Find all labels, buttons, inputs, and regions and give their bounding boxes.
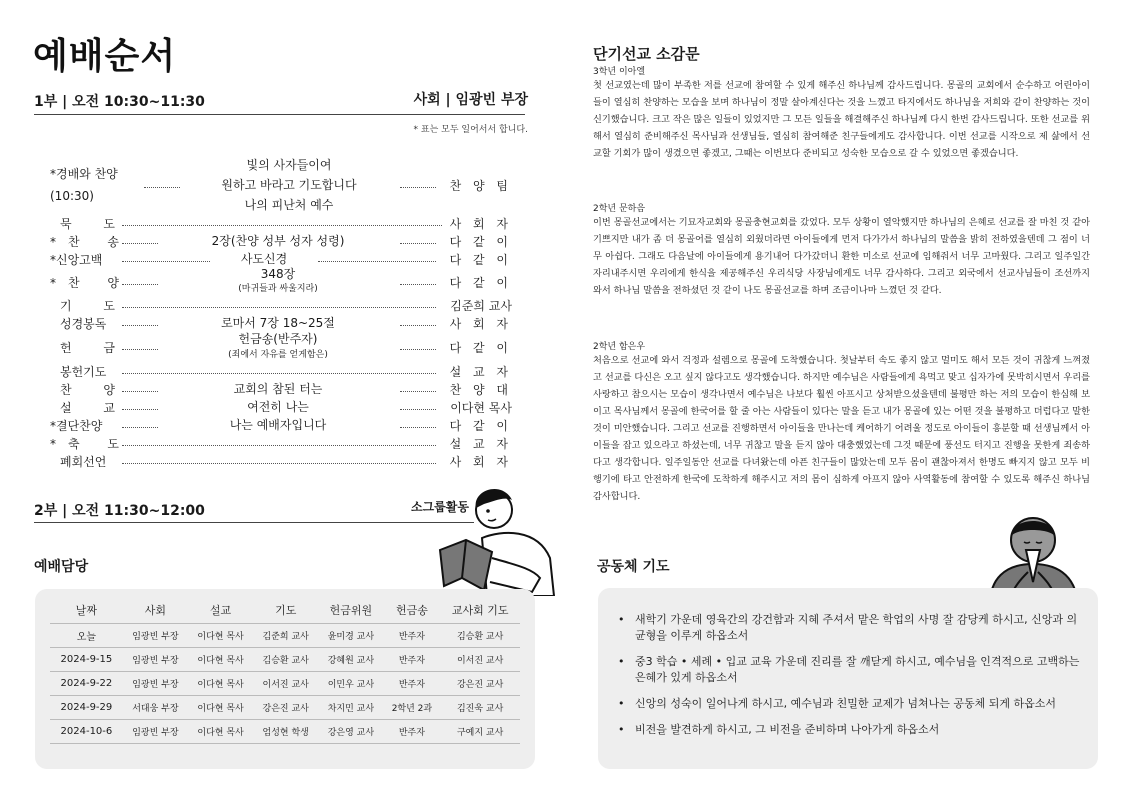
leader-dots	[122, 225, 442, 226]
mission-title: 단기선교 소감문	[593, 45, 700, 63]
cell-date: 오늘	[50, 623, 123, 647]
order-label: *결단찬양	[50, 418, 103, 433]
duty-table	[50, 597, 520, 744]
leader-dots	[122, 391, 158, 392]
leader-dots	[318, 261, 436, 262]
order-label: 폐회선언	[60, 454, 107, 469]
mission-text-2: 이번 몽골선교에서는 기묘자교회와 몽골충현교회를 갔었다. 모두 상황이 열악했지만 하나님의 은혜로 선교를 잘 마친 것 같아 기쁘지만 내가 좀 더 몽골어를 열심히 외웠더라면 아이들에게 먼저 다가가서 하나님의 말씀을 밝히 전하였을텐데 그 점이 너무 아쉽다. 그래도 다음날에 아이들에게 용기내어 다가갔더니 환한 미소로 선교에 임해줘서 너무 고마웠다. 그리고 일주일간 자리내주시면 우리에게 한식을 제공해주신 우리식당 사장님에게도 너무 감사하다. 그리고 외국에서 선교사님들이 조선까지 와서 하나님 말씀을 전하셨던 것 같이 나도 몽골선교를 하며 조금이나마 느꼈던 것 같다.	[593, 217, 1090, 296]
order-leader: 김준희 교사	[450, 298, 512, 313]
cell-teacher-prayer: 구예지 교사	[440, 719, 520, 743]
col-offering-song: 헌금송	[383, 597, 440, 623]
praise-song-3: 나의 피난처 예수	[244, 198, 334, 212]
table-row	[50, 695, 520, 719]
cell-prayer: 강은진 교사	[253, 695, 318, 719]
order-leader: 사 회 자	[449, 316, 512, 331]
leader-dots	[400, 187, 436, 188]
cell-prayer: 엄성현 학생	[253, 719, 318, 743]
cell-offering-song: 반주자	[383, 671, 440, 695]
order-leader: 다 같 이	[449, 252, 512, 267]
divider	[34, 522, 474, 523]
cell-prayer: 김승환 교사	[253, 647, 318, 671]
order-leader: 이다현 목사	[450, 400, 512, 415]
divider	[34, 114, 525, 115]
order-row-hymn	[50, 232, 512, 250]
prayer-item: • 신앙의 성숙이 일어나게 하시고, 예수님과 친밀한 교제가 넘쳐나는 공동체 되게 하옵소서	[618, 696, 1086, 712]
order-label: 설 교	[60, 400, 129, 415]
cell-host: 임광빈 부장	[123, 671, 188, 695]
hymn-title: (마귀들과 싸울지라)	[238, 284, 318, 294]
order-label: 헌 금	[60, 340, 129, 355]
order-leader: 다 같 이	[449, 275, 512, 290]
order-content: 여전히 나는	[247, 399, 309, 414]
leader-dots	[122, 427, 158, 428]
cell-date: 2024-9-15	[50, 647, 123, 671]
leader-dots	[122, 284, 158, 285]
leader-dots	[122, 325, 158, 326]
mission-author-1: 3학년 이아엘	[593, 67, 646, 77]
order-row-closing	[50, 452, 512, 470]
cell-offering-song: 반주자	[383, 623, 440, 647]
order-label: *찬 양	[50, 275, 131, 290]
offering-song: 헌금송(반주자)	[238, 332, 318, 346]
duty-title: 예배담당	[34, 559, 89, 575]
order-label: *찬 송	[50, 234, 131, 249]
order-row-offering	[50, 332, 512, 362]
cell-sermon: 이다현 목사	[188, 719, 253, 743]
order-content: 교회의 참된 터는	[233, 381, 323, 396]
cell-prayer: 김준희 교사	[253, 623, 318, 647]
cell-offering-staff: 차지민 교사	[318, 695, 383, 719]
order-label: 봉헌기도	[60, 364, 107, 379]
cell-teacher-prayer: 김승환 교사	[440, 623, 520, 647]
leader-dots	[400, 243, 436, 244]
table-row	[50, 671, 520, 695]
service2-activity: 소그룹활동	[411, 500, 469, 514]
col-sermon: 설교	[188, 597, 253, 623]
order-content: 로마서 7장 18~25절	[221, 315, 335, 330]
order-leader: 찬 양 대	[449, 382, 512, 397]
order-row-praise-song	[50, 268, 512, 296]
prayer-item: • 중3 학습 • 세례 • 입교 교육 가운데 진리를 잘 깨닫게 하시고, 예수님을 인격적으로 고백하는 은혜가 있게 하옵소서	[618, 654, 1086, 686]
leader-dots	[122, 463, 436, 464]
leader-dots	[122, 409, 158, 410]
order-label: 기 도	[60, 298, 129, 313]
order-label: 성경봉독	[60, 316, 107, 331]
cell-sermon: 이다현 목사	[188, 623, 253, 647]
cell-offering-song: 반주자	[383, 719, 440, 743]
service1-host: 사회 | 임광빈 부장	[413, 92, 528, 108]
order-row-benediction	[50, 434, 512, 452]
cell-host: 임광빈 부장	[123, 719, 188, 743]
leader-dots	[122, 373, 436, 374]
cell-sermon: 이다현 목사	[188, 695, 253, 719]
service1-heading: 1부 | 오전 10:30~11:30	[34, 94, 205, 110]
cell-date: 2024-9-22	[50, 671, 123, 695]
table-row	[50, 719, 520, 743]
order-label: *경배와 찬양 (10:30)	[50, 167, 118, 203]
order-leader: 사 회 자	[449, 454, 512, 469]
service2-heading: 2부 | 오전 11:30~12:00	[34, 503, 205, 519]
col-offering-staff: 헌금위원	[318, 597, 383, 623]
leader-dots	[122, 307, 436, 308]
cell-offering-staff: 이민우 교사	[318, 671, 383, 695]
order-leader: 설 교 자	[449, 436, 512, 451]
order-content	[164, 268, 392, 296]
leader-dots	[400, 349, 436, 350]
leader-dots	[144, 187, 180, 188]
order-content: 2장(찬양 성부 성자 성령)	[211, 233, 345, 248]
offering-song-title: (죄에서 자유를 얻게함은)	[228, 350, 328, 360]
order-label: 찬 양	[60, 382, 129, 397]
order-row-creed	[50, 250, 512, 268]
table-row	[50, 647, 520, 671]
order-row-silent-prayer	[50, 214, 512, 232]
order-row-sermon	[50, 398, 512, 416]
order-leader: 다 같 이	[449, 340, 512, 355]
standing-note: * 표는 모두 일어서서 합니다.	[413, 125, 528, 135]
prayer-item: • 비전을 발견하게 하시고, 그 비전을 준비하며 나아가게 하옵소서	[618, 722, 1086, 738]
leader-dots	[122, 445, 436, 446]
cell-teacher-prayer: 강은진 교사	[440, 671, 520, 695]
mission-author-3: 2학년 함은우	[593, 342, 646, 352]
order-row-scripture	[50, 314, 512, 332]
cell-offering-song: 반주자	[383, 647, 440, 671]
order-content	[186, 155, 392, 215]
order-leader: 사 회 자	[449, 216, 512, 231]
order-row-decision-song	[50, 416, 512, 434]
col-prayer: 기도	[253, 597, 318, 623]
page-title: 예배순서	[33, 36, 177, 77]
order-label: *신앙고백	[50, 252, 103, 267]
praise-song-1: 빛의 사자들이여	[246, 158, 332, 172]
leader-dots	[122, 261, 210, 262]
cell-host: 서대웅 부장	[123, 695, 188, 719]
leader-dots	[122, 349, 158, 350]
prayer-list	[618, 612, 1086, 748]
leader-dots	[400, 284, 436, 285]
col-teacher-prayer: 교사회 기도	[440, 597, 520, 623]
order-leader: 설 교 자	[449, 364, 512, 379]
order-row-praise	[50, 156, 512, 214]
order-content: 사도신경	[240, 251, 288, 266]
mission-text-1: 첫 선교였는데 많이 부족한 저를 선교에 참여할 수 있게 해주신 하나님께 감사드립니다. 몽골의 교회에서 순수하고 어린아이들이 열심히 찬양하는 모습을 보며 하나님이 정말 살아계신다는 것을 느꼈고 타지에서도 하나님을 저희와 같이 찬양하는 것이 신기했습니다. 크고 작은 많은 일들이 있었지만 그 모든 일들을 해결해주신 하나님께 다시 한번 감사드립니다. 또한 선교를 위해서 열심히 준비해주신 목사님과 선생님들, 열심히 참여해준 친구들에게도 감사합니다. 이번 선교를 시작으로 제 삶에서 선교할 기회가 많이 생겼으면 좋겠고, 그때는 이번보다 준비되고 성숙한 모습으로 갈 수 있었으면 좋겠습니다.	[593, 80, 1090, 159]
order-leader: 다 같 이	[449, 418, 512, 433]
order-row-offering-prayer	[50, 362, 512, 380]
prayer-item: • 새학기 가운데 영육간의 강건함과 지혜 주셔서 맡은 학업의 사명 잘 감당케 하시고, 신앙과 의 균형을 이루게 하옵소서	[618, 612, 1086, 644]
worship-order	[50, 156, 512, 470]
cell-date: 2024-10-6	[50, 719, 123, 743]
leader-dots	[400, 391, 436, 392]
cell-date: 2024-9-29	[50, 695, 123, 719]
cell-sermon: 이다현 목사	[188, 671, 253, 695]
col-host: 사회	[123, 597, 188, 623]
leader-dots	[400, 409, 436, 410]
cell-teacher-prayer: 김진욱 교사	[440, 695, 520, 719]
order-row-prayer	[50, 296, 512, 314]
order-content: 나는 예배자입니다	[229, 417, 327, 432]
praise-song-2: 원하고 바라고 기도합니다	[221, 178, 357, 192]
order-row-choir	[50, 380, 512, 398]
cell-offering-staff: 강은영 교사	[318, 719, 383, 743]
cell-prayer: 이서진 교사	[253, 671, 318, 695]
mission-author-2: 2학년 문하음	[593, 204, 646, 214]
cell-host: 임광빈 부장	[123, 623, 188, 647]
person-reading-book-icon	[432, 478, 557, 596]
cell-offering-song: 2학년 2과	[383, 695, 440, 719]
table-row	[50, 623, 520, 647]
order-content	[164, 332, 392, 362]
table-header-row	[50, 597, 520, 623]
cell-offering-staff: 강혜원 교사	[318, 647, 383, 671]
order-leader: 다 같 이	[449, 234, 512, 249]
leader-dots	[122, 243, 158, 244]
order-label: *축 도	[50, 436, 131, 451]
col-date: 날짜	[50, 597, 123, 623]
cell-offering-staff: 윤미경 교사	[318, 623, 383, 647]
cell-teacher-prayer: 이서진 교사	[440, 647, 520, 671]
prayer-title: 공동체 기도	[597, 559, 670, 575]
leader-dots	[400, 427, 436, 428]
hymn-number: 348장	[260, 267, 296, 281]
leader-dots	[400, 325, 436, 326]
cell-host: 임광빈 부장	[123, 647, 188, 671]
order-label: 묵 도	[60, 216, 129, 231]
mission-text-3: 처음으로 선교에 와서 걱정과 설렘으로 몽골에 도착했습니다. 첫날부터 속도 좋지 않고 멀미도 해서 모든 것이 귀찮게 느껴졌고 선교를 다신은 오고 싶지 않다고도 생각했습니다. 하지만 예수님은 사람들에게 욕먹고 맞고 십자가에 못박히시면서 우리를 사랑하고 참으시는 모습이 생각나면서 예수님은 나보다 훨씬 아프시고 상처받으셨을텐데 불평만 하는 저의 모습이 한심해 보이고 목사님께서 몽골에 한국어를 할 줄 아는 사람들이 있다는 말을 듣고 내가 몽골에 있는 어떤 것을 불평하고 더럽다고 말한 것이 미안했습니다. 그리고 선교를 진행하면서 아이들을 만나는데 케어하기 어려울 정도로 아이들이 흥분할 때 선생님께서 아이들을 잡고 있으라고 하셨는데, 너무 귀찮고 말을 듣지 않아 대충했었는데 그것 때문에 풍선도 터지고 진행을 못한게 죄송하다고 생각합니다. 일주일동안 선교를 다녀왔는데 아픈 친구들이 많았는데 모두 몸이 괜찮아져서 한명도 빠지지 않고 모두 비행기에 타고 안전하게 한국에 도착하게 해주시고 저의 몸이 심하게 아프지 않아 사역활동에 참여할 수 있도록 해주신 하나님 감사합니다.	[593, 355, 1090, 502]
cell-sermon: 이다현 목사	[188, 647, 253, 671]
order-leader: 찬 양 팀	[449, 178, 512, 193]
